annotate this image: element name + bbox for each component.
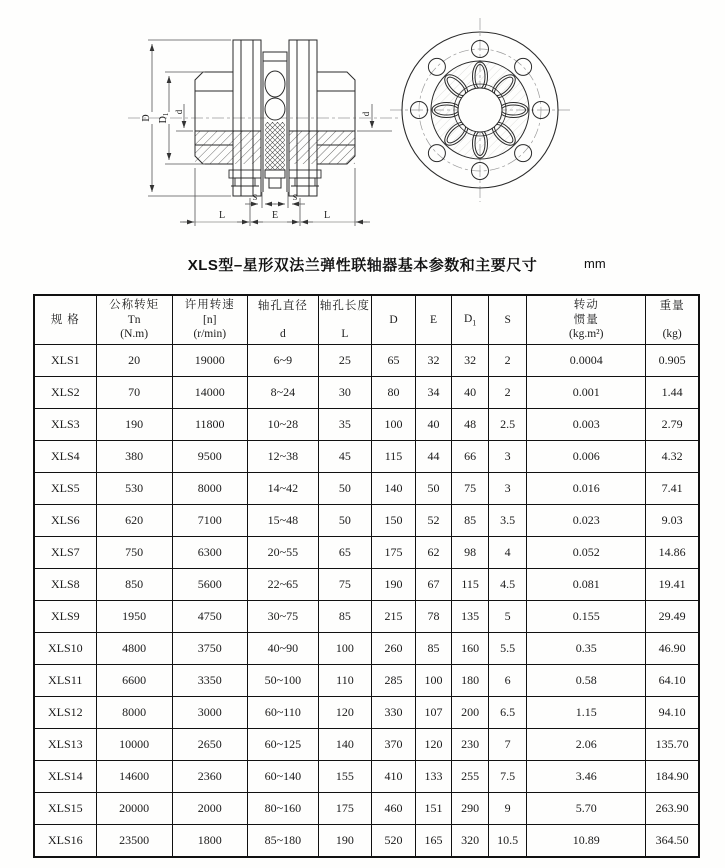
value-cell: 190 [371, 569, 415, 601]
value-cell: 3 [489, 473, 527, 505]
table-row [34, 697, 699, 729]
value-cell: 330 [371, 697, 415, 729]
spec-cell: XLS14 [34, 761, 96, 793]
value-cell: 290 [452, 793, 489, 825]
value-cell: 20000 [96, 793, 172, 825]
value-cell: 50 [318, 505, 371, 537]
value-cell: 20~55 [247, 537, 318, 569]
value-cell: 40 [416, 409, 452, 441]
value-cell: 35 [318, 409, 371, 441]
value-cell: 8000 [96, 697, 172, 729]
dim-label-S-left: S [252, 192, 258, 202]
column-header-bore-length: 轴孔长度 L [318, 295, 371, 345]
value-cell: 14.86 [646, 537, 699, 569]
page-title: XLS型–星形双法兰弹性联轴器基本参数和主要尺寸 [187, 257, 538, 274]
value-cell: 22~65 [247, 569, 318, 601]
dim-label-L-right: L [323, 210, 331, 221]
value-cell: 34 [416, 377, 452, 409]
value-cell: 364.50 [646, 825, 699, 858]
value-cell: 32 [452, 345, 489, 377]
value-cell: 0.003 [527, 409, 646, 441]
value-cell: 1.15 [527, 697, 646, 729]
value-cell: 140 [318, 729, 371, 761]
value-cell: 2360 [172, 761, 247, 793]
value-cell: 85 [318, 601, 371, 633]
elastomer-pad-lower [265, 98, 285, 120]
table-row [34, 441, 699, 473]
value-cell: 15~48 [247, 505, 318, 537]
table-row [34, 825, 699, 858]
table-row [34, 537, 699, 569]
value-cell: 2.5 [489, 409, 527, 441]
table-row [34, 633, 699, 665]
value-cell: 46.90 [646, 633, 699, 665]
value-cell: 0.905 [646, 345, 699, 377]
value-cell: 1800 [172, 825, 247, 858]
value-cell: 3350 [172, 665, 247, 697]
value-cell: 12~38 [247, 441, 318, 473]
value-cell: 115 [452, 569, 489, 601]
value-cell: 750 [96, 537, 172, 569]
right-flange-bolt [289, 170, 321, 186]
value-cell: 115 [371, 441, 415, 473]
value-cell: 5.5 [489, 633, 527, 665]
table-row [34, 761, 699, 793]
value-cell: 10~28 [247, 409, 318, 441]
coupling-drawing-svg [0, 0, 725, 250]
value-cell: 3000 [172, 697, 247, 729]
value-cell: 25 [318, 345, 371, 377]
value-cell: 65 [371, 345, 415, 377]
table-row [34, 345, 699, 377]
table-row [34, 377, 699, 409]
value-cell: 62 [416, 537, 452, 569]
value-cell: 200 [452, 697, 489, 729]
value-cell: 2.79 [646, 409, 699, 441]
value-cell: 370 [371, 729, 415, 761]
value-cell: 6600 [96, 665, 172, 697]
value-cell: 8~24 [247, 377, 318, 409]
value-cell: 263.90 [646, 793, 699, 825]
spec-cell: XLS7 [34, 537, 96, 569]
value-cell: 155 [318, 761, 371, 793]
value-cell: 0.0004 [527, 345, 646, 377]
value-cell: 850 [96, 569, 172, 601]
value-cell: 135 [452, 601, 489, 633]
column-header-speed: 许用转速 [n] (r/min) [172, 295, 247, 345]
value-cell: 184.90 [646, 761, 699, 793]
value-cell: 2 [489, 377, 527, 409]
dim-label-E: E [271, 210, 279, 221]
value-cell: 70 [96, 377, 172, 409]
table-row [34, 569, 699, 601]
spec-cell: XLS6 [34, 505, 96, 537]
value-cell: 4800 [96, 633, 172, 665]
dim-label-d-left: d [174, 109, 184, 115]
value-cell: 100 [318, 633, 371, 665]
value-cell: 60~125 [247, 729, 318, 761]
value-cell: 7 [489, 729, 527, 761]
value-cell: 0.052 [527, 537, 646, 569]
value-cell: 40~90 [247, 633, 318, 665]
column-header-D1: $D_1$ [452, 295, 489, 345]
value-cell: 10000 [96, 729, 172, 761]
value-cell: 1950 [96, 601, 172, 633]
value-cell: 8000 [172, 473, 247, 505]
dim-label-d-right: d [361, 111, 371, 117]
value-cell: 0.155 [527, 601, 646, 633]
value-cell: 30~75 [247, 601, 318, 633]
value-cell: 52 [416, 505, 452, 537]
value-cell: 7.5 [489, 761, 527, 793]
value-cell: 107 [416, 697, 452, 729]
column-header-bore-diameter: 轴孔直径 d [247, 295, 318, 345]
value-cell: 85 [416, 633, 452, 665]
value-cell: 120 [416, 729, 452, 761]
spec-cell: XLS12 [34, 697, 96, 729]
value-cell: 11800 [172, 409, 247, 441]
spec-cell: XLS16 [34, 825, 96, 858]
table-row [34, 505, 699, 537]
value-cell: 100 [371, 409, 415, 441]
value-cell: 45 [318, 441, 371, 473]
value-cell: 5600 [172, 569, 247, 601]
value-cell: 150 [371, 505, 415, 537]
coupling-technical-drawing [0, 0, 725, 250]
left-hub-section-hatch [195, 131, 261, 164]
value-cell: 32 [416, 345, 452, 377]
spec-cell: XLS1 [34, 345, 96, 377]
value-cell: 80~160 [247, 793, 318, 825]
spec-cell: XLS13 [34, 729, 96, 761]
left-flange-bolt [229, 170, 261, 186]
dim-label-D1: $D_1$ [158, 112, 170, 124]
value-cell: 165 [416, 825, 452, 858]
value-cell: 0.016 [527, 473, 646, 505]
value-cell: 160 [452, 633, 489, 665]
value-cell: 520 [371, 825, 415, 858]
value-cell: 6300 [172, 537, 247, 569]
value-cell: 2 [489, 345, 527, 377]
value-cell: 380 [96, 441, 172, 473]
front-view [390, 18, 572, 202]
spec-cell: XLS3 [34, 409, 96, 441]
value-cell: 60~110 [247, 697, 318, 729]
value-cell: 133 [416, 761, 452, 793]
value-cell: 14000 [172, 377, 247, 409]
value-cell: 2650 [172, 729, 247, 761]
value-cell: 175 [371, 537, 415, 569]
value-cell: 23500 [96, 825, 172, 858]
table-row [34, 729, 699, 761]
value-cell: 19.41 [646, 569, 699, 601]
value-cell: 80 [371, 377, 415, 409]
column-header-inertia: 转动 惯量 (kg.m²) [527, 295, 646, 345]
dim-label-S-right: S [292, 192, 298, 202]
value-cell: 4750 [172, 601, 247, 633]
value-cell: 98 [452, 537, 489, 569]
value-cell: 10.5 [489, 825, 527, 858]
value-cell: 78 [416, 601, 452, 633]
value-cell: 7100 [172, 505, 247, 537]
value-cell: 460 [371, 793, 415, 825]
value-cell: 110 [318, 665, 371, 697]
value-cell: 64.10 [646, 665, 699, 697]
value-cell: 190 [318, 825, 371, 858]
value-cell: 1.44 [646, 377, 699, 409]
value-cell: 410 [371, 761, 415, 793]
value-cell: 3 [489, 441, 527, 473]
dim-label-L-left: L [218, 210, 226, 221]
center-bore-inner-circle [458, 88, 502, 132]
value-cell: 100 [416, 665, 452, 697]
value-cell: 0.001 [527, 377, 646, 409]
value-cell: 44 [416, 441, 452, 473]
spec-cell: XLS9 [34, 601, 96, 633]
value-cell: 2.06 [527, 729, 646, 761]
value-cell: 0.006 [527, 441, 646, 473]
spec-cell: XLS5 [34, 473, 96, 505]
spec-cell: XLS2 [34, 377, 96, 409]
value-cell: 530 [96, 473, 172, 505]
value-cell: 30 [318, 377, 371, 409]
value-cell: 0.35 [527, 633, 646, 665]
value-cell: 10.89 [527, 825, 646, 858]
value-cell: 7.41 [646, 473, 699, 505]
value-cell: 230 [452, 729, 489, 761]
value-cell: 0.023 [527, 505, 646, 537]
column-header-spec: 规 格 [34, 295, 96, 345]
value-cell: 151 [416, 793, 452, 825]
value-cell: 140 [371, 473, 415, 505]
spec-cell: XLS11 [34, 665, 96, 697]
spec-cell: XLS10 [34, 633, 96, 665]
value-cell: 320 [452, 825, 489, 858]
value-cell: 6.5 [489, 697, 527, 729]
value-cell: 255 [452, 761, 489, 793]
value-cell: 20 [96, 345, 172, 377]
value-cell: 29.49 [646, 601, 699, 633]
value-cell: 48 [452, 409, 489, 441]
value-cell: 4.32 [646, 441, 699, 473]
value-cell: 50~100 [247, 665, 318, 697]
table-row [34, 601, 699, 633]
value-cell: 260 [371, 633, 415, 665]
spec-cell: XLS15 [34, 793, 96, 825]
value-cell: 66 [452, 441, 489, 473]
elastomer-pad-upper [265, 71, 285, 97]
value-cell: 50 [416, 473, 452, 505]
value-cell: 285 [371, 665, 415, 697]
value-cell: 50 [318, 473, 371, 505]
value-cell: 60~140 [247, 761, 318, 793]
value-cell: 5.70 [527, 793, 646, 825]
value-cell: 215 [371, 601, 415, 633]
value-cell: 3750 [172, 633, 247, 665]
value-cell: 3.46 [527, 761, 646, 793]
dim-label-D: D [141, 114, 152, 122]
value-cell: 19000 [172, 345, 247, 377]
value-cell: 94.10 [646, 697, 699, 729]
value-cell: 190 [96, 409, 172, 441]
value-cell: 4 [489, 537, 527, 569]
value-cell: 6 [489, 665, 527, 697]
spec-cell: XLS4 [34, 441, 96, 473]
table-body [34, 345, 699, 858]
value-cell: 75 [318, 569, 371, 601]
header-row [34, 295, 699, 345]
value-cell: 9.03 [646, 505, 699, 537]
value-cell: 85~180 [247, 825, 318, 858]
value-cell: 0.081 [527, 569, 646, 601]
value-cell: 6~9 [247, 345, 318, 377]
column-header-E: E [416, 295, 452, 345]
value-cell: 0.58 [527, 665, 646, 697]
value-cell: 175 [318, 793, 371, 825]
value-cell: 14~42 [247, 473, 318, 505]
spec-table [33, 294, 700, 858]
value-cell: 2000 [172, 793, 247, 825]
value-cell: 65 [318, 537, 371, 569]
value-cell: 180 [452, 665, 489, 697]
table-row [34, 665, 699, 697]
value-cell: 9 [489, 793, 527, 825]
column-header-S: S [489, 295, 527, 345]
table-row [34, 473, 699, 505]
value-cell: 620 [96, 505, 172, 537]
value-cell: 67 [416, 569, 452, 601]
value-cell: 135.70 [646, 729, 699, 761]
value-cell: 14600 [96, 761, 172, 793]
value-cell: 85 [452, 505, 489, 537]
star-element-section-hatch [265, 122, 285, 170]
value-cell: 5 [489, 601, 527, 633]
title-row [0, 254, 725, 282]
unit-label: mm [584, 256, 606, 271]
value-cell: 9500 [172, 441, 247, 473]
right-hub-section-hatch [289, 131, 355, 164]
value-cell: 120 [318, 697, 371, 729]
column-header-D: D [371, 295, 415, 345]
column-header-weight: 重量 (kg) [646, 295, 699, 345]
value-cell: 75 [452, 473, 489, 505]
value-cell: 3.5 [489, 505, 527, 537]
table-row [34, 409, 699, 441]
value-cell: 4.5 [489, 569, 527, 601]
column-header-torque: 公称转矩 Tn (N.m) [96, 295, 172, 345]
value-cell: 40 [452, 377, 489, 409]
table-row [34, 793, 699, 825]
spec-cell: XLS8 [34, 569, 96, 601]
